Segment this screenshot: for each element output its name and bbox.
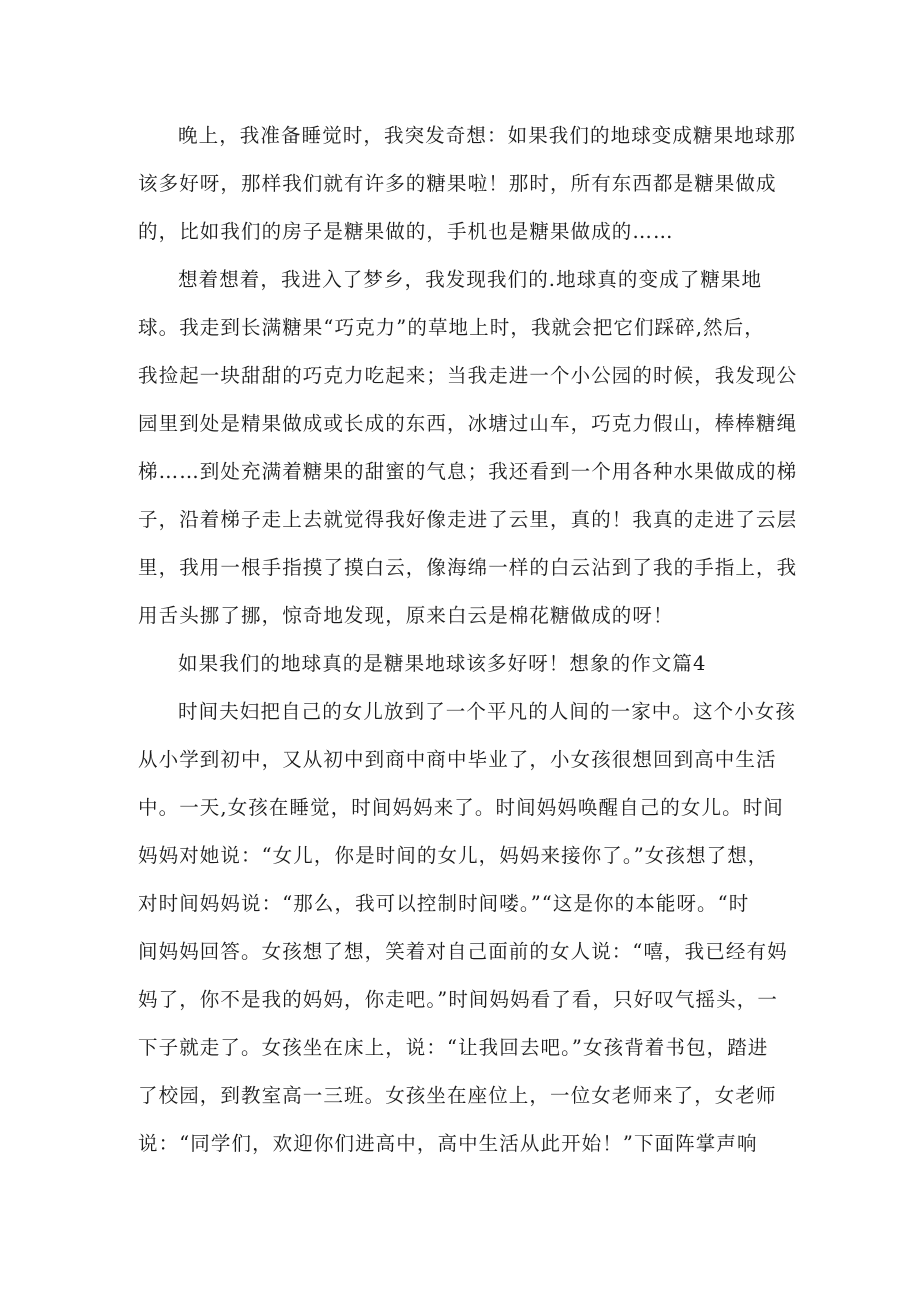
paragraph-line: 里，我用一根手指摸了摸白云，像海绵一样的白云沾到了我的手指上，我 <box>138 556 798 579</box>
paragraph-line: 妈妈对她说：“女儿，你是时间的女儿，妈妈来接你了。”女孩想了想， <box>138 844 769 867</box>
paragraph-line: 从小学到初中，又从初中到商中商中毕业了，小女孩很想回到高中生活 <box>138 748 777 771</box>
paragraph-line: 中。一天,女孩在睡觉，时间妈妈来了。时间妈妈唤醒自己的女儿。时间 <box>138 796 784 819</box>
paragraph-line: 妈了，你不是我的妈妈，你走吧。”时间妈妈看了看，只好叹气摇头，一 <box>138 988 778 1011</box>
section-heading: 如果我们的地球真的是糖果地球该多好呀！想象的作文篇4 <box>178 652 707 675</box>
paragraph-line: 说：“同学们，欢迎你们进高中，高中生活从此开始！”下面阵掌声响 <box>138 1132 758 1155</box>
paragraph-line: 该多好呀，那样我们就有许多的糖果啦！那时，所有东西都是糖果做成 <box>138 172 777 195</box>
paragraph-line: 园里到处是精果做成或长成的东西，冰塘过山车，巧克力假山，棒棒糖绳 <box>138 412 798 435</box>
document-body <box>138 112 798 1168</box>
paragraph-line: 想着想着，我进入了梦乡，我发现我们的.地球真的变成了糖果地 <box>178 268 763 291</box>
paragraph-line: 球。我走到长满糖果“巧克力”的草地上时，我就会把它们踩碎,然后， <box>138 316 765 339</box>
paragraph-3 <box>138 688 797 1168</box>
paragraph-line: 的，比如我们的房子是糖果做的，手机也是糖果做成的…… <box>138 220 674 243</box>
paragraph-line: 下子就走了。女孩坐在床上，说：“让我回去吧。”女孩背着书包，踏进 <box>138 1036 769 1059</box>
paragraph-line: 梯……到处充满着糖果的甜蜜的气息；我还看到一个用各种水果做成的梯 <box>138 460 798 483</box>
paragraph-line: 子，沿着梯子走上去就觉得我好像走进了云里，真的！我真的走进了云层 <box>138 508 798 531</box>
paragraph-line: 晚上，我准备睡觉时，我突发奇想：如果我们的地球变成糖果地球那 <box>178 124 797 147</box>
paragraph-1 <box>138 112 797 256</box>
paragraph-line: 间妈妈回答。女孩想了想，笑着对自己面前的女人说：“嘻，我已经有妈 <box>138 940 788 963</box>
paragraph-line: 我捡起一块甜甜的巧克力吃起来；当我走进一个小公园的时候，我发现公 <box>138 364 798 387</box>
paragraph-line: 了校园，到教室高一三班。女孩坐在座位上，一位女老师来了，女老师 <box>138 1084 777 1107</box>
paragraph-line: 用舌头挪了挪，惊奇地发现，原来白云是棉花糖做成的呀！ <box>138 604 674 627</box>
paragraph-line: 时间夫妇把自己的女儿放到了一个平凡的人间的一家中。这个小女孩 <box>178 700 797 723</box>
paragraph-line: 对时间妈妈说：“那么，我可以控制时间喽。”“这是你的本能呀。“时 <box>138 892 750 915</box>
paragraph-2 <box>138 256 798 640</box>
